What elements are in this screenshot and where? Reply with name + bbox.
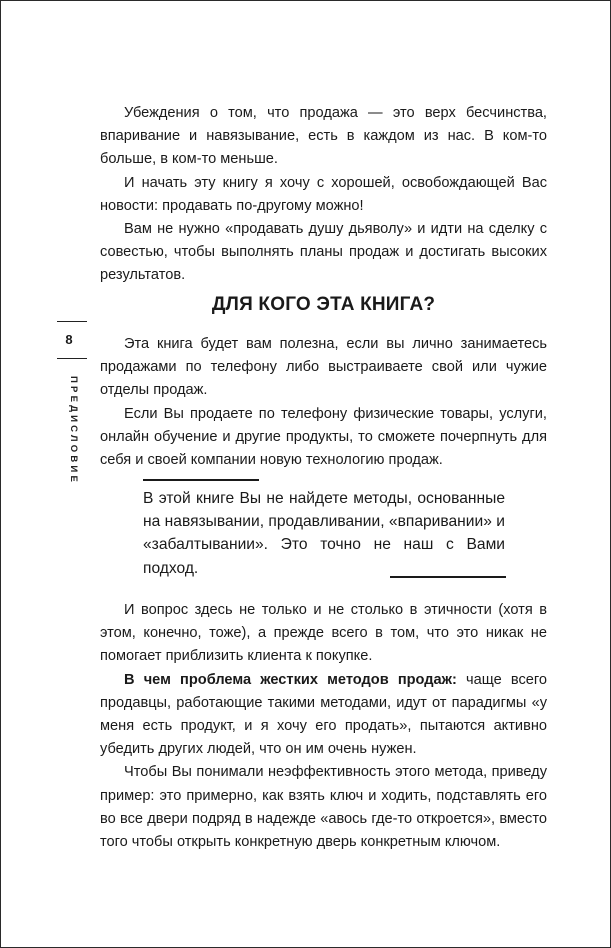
callout-text: В этой книге Вы не найдете методы, основанные на навязывании, продавливании, «впаривании» и «забалтывании». Это точно не наш с Вами подход. [143, 490, 505, 577]
callout-rule-top [143, 479, 259, 481]
running-head: ПРЕДИСЛОВИЕ [68, 376, 79, 486]
closing-paragraph-2-rest: чаще всего продавцы, работающие такими методами, идут от парадигмы «у меня есть продукт, и я хочу его продать», пытаются активно убедить других людей, что он им очень нужен. [100, 671, 547, 758]
callout-rule-bottom [390, 576, 506, 578]
intro-paragraph-1: Убеждения о том, что продажа — это верх бесчинства, впаривание и навязывание, есть в каждом из нас. В ком-то больше, в ком-то меньше. [100, 105, 547, 168]
closing-paragraph-3: Чтобы Вы понимали неэффективность этого метода, приведу пример: это примерно, как взять ключ и ходить, подставлять его во все двери подряд в надежде «авось где-то откроется», вместо того чтобы открыть конкретную дверь конкретным ключом. [100, 764, 547, 851]
intro-paragraph-3: Вам не нужно «продавать душу дьяволу» и идти на сделку с совестью, чтобы выполнять планы продаж и достигать высоких результатов. [100, 221, 547, 284]
section-heading: ДЛЯ КОГО ЭТА КНИГА? [211, 294, 436, 315]
page-number-rule-top [57, 321, 87, 322]
page-number: 8 [65, 332, 73, 347]
closing-paragraph-1: И вопрос здесь не только и не столько в этичности (хотя в этом, конечно, тоже), а прежде всего в том, что это никак не помогает приблизить клиента к покупке. [100, 602, 547, 665]
section-paragraph-1: Эта книга будет вам полезна, если вы лично занимаетесь продажами по телефону либо выстраиваете свой или чужие отделы продаж. [100, 336, 547, 399]
closing-paragraph-2-lead: В чем проблема жестких методов продаж: [124, 671, 457, 688]
callout [143, 487, 505, 580]
intro-text [100, 102, 547, 288]
section-paragraph-2: Если Вы продаете по телефону физические товары, услуги, онлайн обучение и другие продукты, то сможете почерпнуть для себя и своей компании новую технологию продаж. [100, 405, 547, 469]
closing-text [100, 599, 547, 854]
intro-paragraph-2: И начать эту книгу я хочу с хорошей, освобождающей Вас новости: продавать по-другому можно! [100, 174, 547, 214]
page-number-rule-bottom [57, 358, 87, 359]
closing-paragraph-2 [100, 669, 547, 762]
section-text [100, 333, 547, 472]
